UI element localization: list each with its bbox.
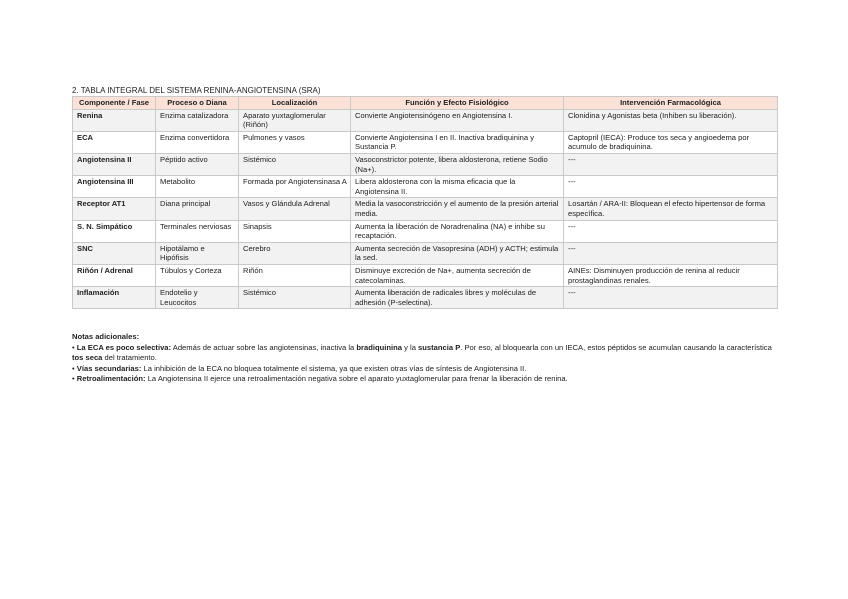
cell-localizacion: Sistémico (239, 153, 351, 175)
cell-funcion: Convierte Angiotensina I en II. Inactiva bradiquinina y Sustancia P. (351, 131, 564, 153)
cell-intervencion: --- (564, 220, 778, 242)
header-funcion: Función y Efecto Fisiológico (351, 97, 564, 110)
cell-localizacion: Sistémico (239, 287, 351, 309)
cell-proceso: Péptido activo (156, 153, 239, 175)
cell-proceso: Túbulos y Corteza (156, 264, 239, 286)
cell-funcion: Vasoconstrictor potente, libera aldosterona, retiene Sodio (Na+). (351, 153, 564, 175)
table-header-row (73, 97, 778, 110)
sra-table (72, 96, 778, 309)
table-row (73, 153, 778, 175)
cell-funcion: Libera aldosterona con la misma eficacia que la Angiotensina II. (351, 176, 564, 198)
cell-intervencion: Captopril (IECA): Produce tos seca y angioedema por acumulo de bradiquinina. (564, 131, 778, 153)
cell-intervencion: --- (564, 153, 778, 175)
cell-funcion: Aumenta liberación de radicales libres y moléculas de adhesión (P-selectina). (351, 287, 564, 309)
header-proceso: Proceso o Diana (156, 97, 239, 110)
table-row (73, 198, 778, 220)
table-row (73, 264, 778, 286)
cell-localizacion: Aparato yuxtaglomerular (Riñón) (239, 109, 351, 131)
document-page (72, 86, 777, 384)
cell-componente: Angiotensina II (73, 153, 156, 175)
cell-intervencion: --- (564, 176, 778, 198)
table-row (73, 220, 778, 242)
cell-intervencion: Losartán / ARA-II: Bloquean el efecto hipertensor de forma específica. (564, 198, 778, 220)
cell-componente: Renina (73, 109, 156, 131)
cell-componente: Receptor AT1 (73, 198, 156, 220)
cell-localizacion: Formada por Angiotensinasa A (239, 176, 351, 198)
cell-componente: Riñón / Adrenal (73, 264, 156, 286)
cell-proceso: Enzima convertidora (156, 131, 239, 153)
cell-localizacion: Riñón (239, 264, 351, 286)
header-localizacion: Localización (239, 97, 351, 110)
cell-componente: Angiotensina III (73, 176, 156, 198)
cell-localizacion: Sinapsis (239, 220, 351, 242)
header-intervencion: Intervención Farmacológica (564, 97, 778, 110)
cell-funcion: Convierte Angiotensinógeno en Angiotensina I. (351, 109, 564, 131)
cell-funcion: Aumenta la liberación de Noradrenalina (NA) e inhibe su recaptación. (351, 220, 564, 242)
cell-proceso: Terminales nerviosas (156, 220, 239, 242)
header-componente: Componente / Fase (73, 97, 156, 110)
cell-funcion: Disminuye excreción de Na+, aumenta secreción de catecolaminas. (351, 264, 564, 286)
cell-proceso: Diana principal (156, 198, 239, 220)
cell-componente: ECA (73, 131, 156, 153)
note-eca: • La ECA es poco selectiva: Además de actuar sobre las angiotensinas, inactiva la bradiquinina y la sustancia P. Por eso, al bloquearla con un IECA, estos péptidos se acumulan causando la característica tos seca del tratamiento. (72, 342, 772, 363)
table-row (73, 242, 778, 264)
cell-proceso: Metabolito (156, 176, 239, 198)
cell-localizacion: Vasos y Glándula Adrenal (239, 198, 351, 220)
cell-intervencion: AINEs: Disminuyen producción de renina al reducir prostaglandinas renales. (564, 264, 778, 286)
table-row (73, 109, 778, 131)
cell-localizacion: Cerebro (239, 242, 351, 264)
table-row (73, 287, 778, 309)
cell-localizacion: Pulmones y vasos (239, 131, 351, 153)
cell-componente: Inflamación (73, 287, 156, 309)
table-row (73, 176, 778, 198)
note-retro: • Retroalimentación: La Angiotensina II ejerce una retroalimentación negativa sobre el aparato yuxtaglomerular para frenar la liberación de renina. (72, 373, 568, 383)
cell-intervencion: --- (564, 242, 778, 264)
cell-intervencion: Clonidina y Agonistas beta (Inhiben su liberación). (564, 109, 778, 131)
cell-funcion: Media la vasoconstricción y el aumento de la presión arterial media. (351, 198, 564, 220)
cell-proceso: Hipotálamo e Hipófisis (156, 242, 239, 264)
cell-componente: SNC (73, 242, 156, 264)
cell-componente: S. N. Simpático (73, 220, 156, 242)
table-row (73, 131, 778, 153)
cell-proceso: Endotelio y Leucocitos (156, 287, 239, 309)
cell-funcion: Aumenta secreción de Vasopresina (ADH) y ACTH; estimula la sed. (351, 242, 564, 264)
cell-intervencion: --- (564, 287, 778, 309)
notes-section (72, 332, 777, 384)
notes-heading: Notas adicionales: (72, 332, 140, 342)
table-title: 2. TABLA INTEGRAL DEL SISTEMA RENINA-ANGIOTENSINA (SRA) (72, 86, 321, 95)
note-vias: • Vías secundarias: La inhibición de la ECA no bloquea totalmente el sistema, ya que existen otras vías de síntesis de Angiotensina II. (72, 363, 527, 373)
cell-proceso: Enzima catalizadora (156, 109, 239, 131)
